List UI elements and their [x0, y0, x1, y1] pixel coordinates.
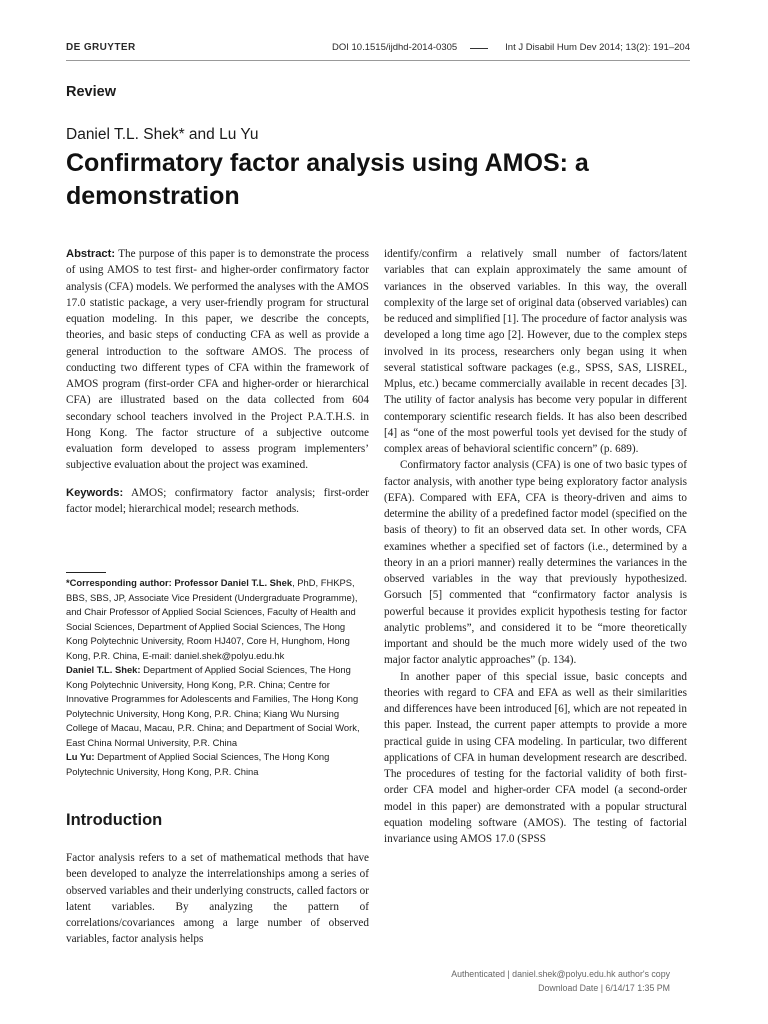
body-paragraph-1: identify/confirm a relatively small number of factors/latent variables that can explain approximately the same amount of variances in the observed variables. In this way, the overall complexity of the large set of original data (observed variables) can be reduced and simplified [1]. The procedure of factor analysis was developed a long time ago [2]. However, due to the complex steps involved in its process, researchers only began using it when several statistical software packages (e.g., SPSS, SAS, LISREL, Mplus, etc.) became commercially available in recent decades [3]. The utility of factor analysis has become very popular in different contemporary scientific research fields. It has also been described [4] as “one of the most powerful tools yet devised for the study of complex areas of behavioral scientific concern” (p. 689).	[384, 248, 687, 455]
yu-text: Department of Applied Social Sciences, The Hong Kong Polytechnic University, Hong Kong, P.R. China	[66, 751, 330, 777]
body-paragraph-3: In another paper of this special issue, basic concepts and theories with regard to CFA and EFA as well as their similarities and differences have been introduced [6], which are not repeated in this paper. Instead, the current paper attempts to provide a more practical guide in using CFA modeling. In particular, two different applications of CFA in human development research are described. The procedures of testing for the factorial validity of both first-order CFA model and higher-order CFA model (a second-order model in this paper) are demonstrated with a popular structural equation modeling software (AMOS). The testing of factorial invariance using AMOS 17.0 (SPSS	[384, 670, 687, 845]
footnotes	[66, 576, 366, 779]
footnote-rule	[66, 572, 106, 573]
doi-link[interactable]: DOI 10.1515/ijdhd-2014-0305	[332, 42, 458, 53]
authentication-footer	[451, 968, 670, 995]
publisher-name: DE GRUYTER	[66, 42, 136, 53]
introduction-body	[66, 850, 369, 948]
keywords-label: Keywords:	[66, 486, 124, 499]
authenticated-line: Authenticated | daniel.shek@polyu.edu.hk author's copy	[451, 969, 670, 979]
running-header	[66, 40, 690, 56]
article-title: Confirmatory factor analysis using AMOS: a demonstration	[66, 149, 589, 210]
authors: Daniel T.L. Shek* and Lu Yu	[66, 126, 259, 143]
yu-affiliation	[66, 750, 366, 779]
shek-affiliation	[66, 663, 366, 750]
right-column	[384, 246, 687, 847]
corresponding-author-note	[66, 576, 366, 663]
article-type: Review	[66, 84, 116, 100]
keywords-text: AMOS; confirmatory factor analysis; first-order factor model; hierarchical model; research methods.	[66, 486, 369, 515]
download-date: Download Date | 6/14/17 1:35 PM	[538, 982, 670, 993]
header-dash	[470, 48, 488, 49]
abstract-text: The purpose of this paper is to demonstrate the process of using AMOS to test first- and higher-order confirmatory factor analysis (CFA) models. We performed the analyses with the AMOS 17.0 statistic package, a very user-friendly program for structural equation modeling. In this paper, we describe the concepts, theories, and basic steps of conducting CFA as well as provide a general introduction to the software AMOS. The process of conducting two different types of CFA within the framework of AMOS program (first-order CFA and higher-order or hierarchical CFA) are illustrated based on the data collected from 604 secondary school teachers involved in the Project P.A.T.H.S. in Hong Kong. The factor structure of a subjective outcome evaluation form developed to assess program implementers’ subjective evaluation about the project was examined.	[66, 248, 369, 472]
yu-label: Lu Yu:	[66, 751, 95, 762]
abstract-label: Abstract:	[66, 248, 116, 260]
journal-citation: Int J Disabil Hum Dev 2014; 13(2): 191–204	[505, 42, 690, 53]
abstract	[66, 246, 369, 474]
corresponding-author-label: *Corresponding author: Professor Daniel T.L. Shek	[66, 577, 293, 588]
header-rule	[66, 60, 690, 61]
introduction-paragraph: Factor analysis refers to a set of mathematical methods that have been developed to analyze the interrelationships among a series of observed variables and their underlying constructs, called factors or latent variables. By analyzing the pattern of correlations/covariances among a large number of observed variables, factor analysis helps	[66, 852, 369, 946]
corresponding-author-text: , PhD, FHKPS, BBS, SBS, JP, Associate Vice President (Undergraduate Programme), and Chair Professor of Applied Social Sciences, Faculty of Health and Social Sciences, Department of Applied Social Sciences, The Hong Kong Polytechnic University, Room HJ407, Core H, Hunghom, Hong Kong, P.R. China, E-mail: daniel.shek@polyu.edu.hk	[66, 577, 358, 661]
keywords	[66, 485, 369, 518]
body-paragraph-2: Confirmatory factor analysis (CFA) is one of two basic types of factor analysis, with another type being exploratory factor analysis (EFA). Compared with EFA, CFA is theory-driven and aims to determine the ability of a predefined factor model (specified on the basis of theory) to fit an observed data set. In other words, CFA examines whether a specified set of factors (i.e., determined by a theory in an a priori manner) really determines the variances in the observed variables in the way that previously hypothesized. Gorsuch [5] commented that “confirmatory factor analysis is powerful because it provides explicit hypothesis testing for factor analytic problems”, and considered it to be “more theoretically important and should be the much more widely used of the two major factor analytic approaches” (p. 134).	[384, 459, 687, 667]
introduction-heading: Introduction	[66, 811, 163, 829]
shek-label: Daniel T.L. Shek:	[66, 664, 141, 675]
shek-text: Department of Applied Social Sciences, The Hong Kong Polytechnic University, Hong Kong, P.R. China; Centre for Innovative Programmes for Adolescents and Families, The Hong Kong Polytechnic University, Hong Kong, P.R. China; Kiang Wu Nursing College of Macau, Macau, P.R. China; and Department of Social Work, East China Normal University, P.R. China	[66, 664, 360, 748]
left-column	[66, 246, 369, 517]
